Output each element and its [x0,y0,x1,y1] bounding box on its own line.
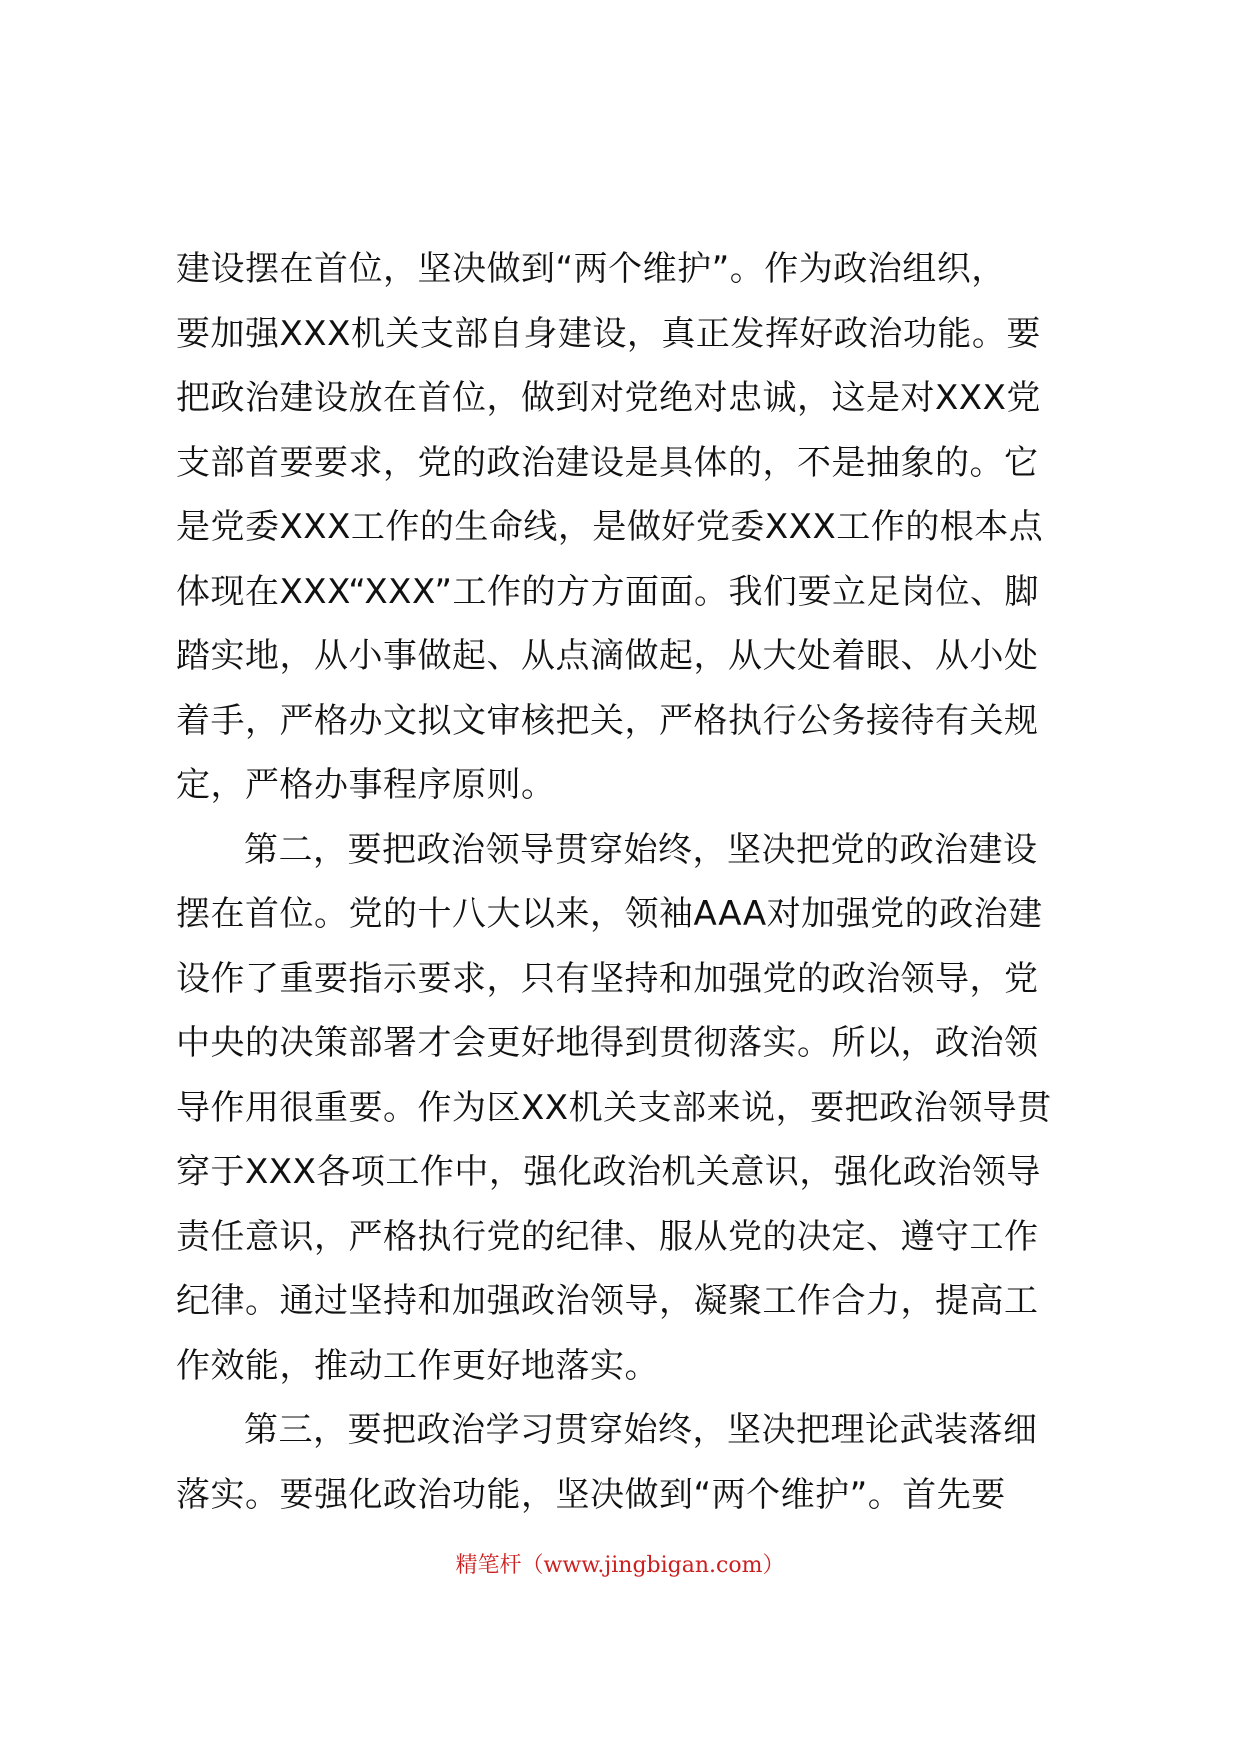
text-line: 踏实地，从小事做起、从点滴做起，从大处着眼、从小处 [176,636,1039,676]
text-line: 作效能，推动工作更好地落实。 [176,1345,659,1386]
text-line: 责任意识，严格执行党的纪律、服从党的决定、遵守工作 [176,1216,1039,1257]
text-line: 定，严格办事程序原则。 [176,765,556,805]
text-line: 体现在XXX“XXX”工作的方方面面。我们要立足岗位、脚 [176,571,1039,612]
paragraph-start-line: 第三，要把政治学习贯穿始终，坚决把理论武装落细 [244,1410,1038,1450]
text-line: 纪律。通过坚持和加强政治领导，凝聚工作合力，提高工 [176,1281,1039,1321]
footer-watermark: 精笔杆（www.jingbigan.com） [455,1553,785,1578]
text-line: 把政治建设放在首位，做到对党绝对忠诚，这是对XXX党 [176,378,1041,418]
text-line: 穿于XXX各项工作中，强化政治机关意识，强化政治领导 [176,1152,1041,1192]
text-line: 中央的决策部署才会更好地得到贯彻落实。所以，政治领 [176,1023,1039,1063]
text-line: 落实。要强化政治功能，坚决做到“两个维护”。首先要 [176,1474,1006,1515]
text-line: 着手，严格办文拟文审核把关，严格执行公务接待有关规 [176,700,1039,741]
paragraph-start-line: 第二，要把政治领导贯穿始终，坚决把党的政治建设 [244,829,1038,870]
document-body [176,237,1086,1527]
text-line: 支部首要要求，党的政治建设是具体的，不是抽象的。它 [176,442,1039,483]
text-line: 要加强XXX机关支部自身建设，真正发挥好政治功能。要 [176,313,1041,354]
text-line: 建设摆在首位，坚决做到“两个维护”。作为政治组织， [176,249,1006,289]
text-line: 是党委XXX工作的生命线，是做好党委XXX工作的根本点 [176,507,1044,547]
text-line: 摆在首位。党的十八大以来，领袖AAA对加强党的政治建 [176,894,1043,934]
text-line: 设作了重要指示要求，只有坚持和加强党的政治领导，党 [176,958,1039,999]
text-line: 导作用很重要。作为区XX机关支部来说，要把政治领导贯 [176,1087,1052,1128]
